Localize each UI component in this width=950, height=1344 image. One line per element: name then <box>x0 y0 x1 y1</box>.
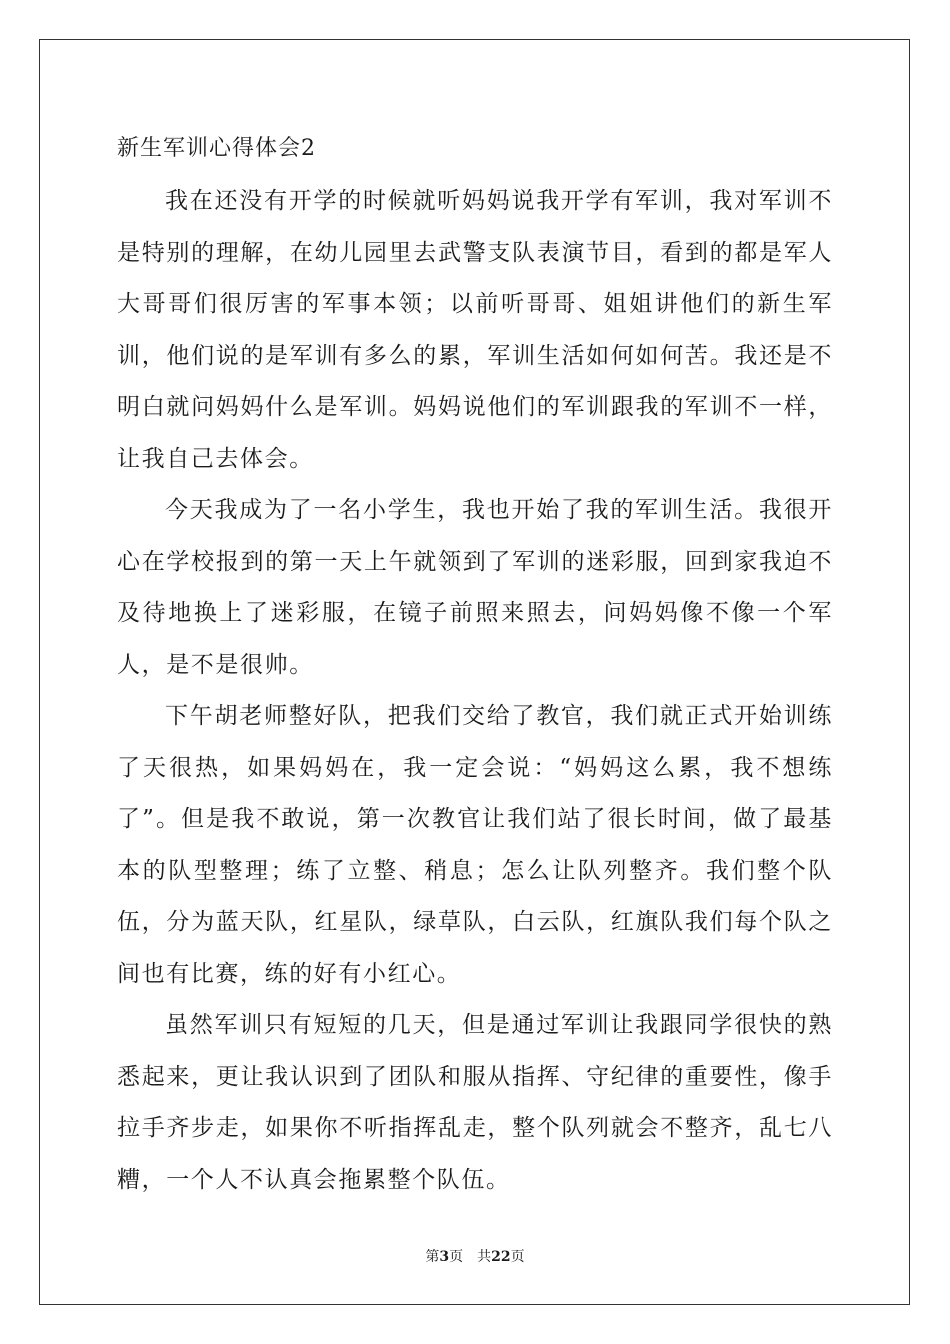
page-prefix: 第 <box>425 1249 440 1265</box>
paragraph-3: 下午胡老师整好队，把我们交给了教官，我们就正式开始训练了天很热，如果妈妈在，我一定会说：“妈妈这么累，我不想练了”。但是我不敢说，第一次教官让我们站了很长时间，做了最基本的队型整理；练了立整、稍息；怎么让队列整齐。我们整个队伍，分为蓝天队，红星队，绿草队，白云队，红旗队我们每个队之间也有比赛，练的好有小红心。 <box>117 703 833 987</box>
paragraph-4: 虽然军训只有短短的几天，但是通过军训让我跟同学很快的熟悉起来，更让我认识到了团队和服从指挥、守纪律的重要性，像手拉手齐步走，如果你不听指挥乱走，整个队列就会不整齐，乱七八糟，一个人不认真会拖累整个队伍。 <box>117 1012 833 1193</box>
page-footer <box>0 1247 950 1267</box>
total-suffix: 页 <box>510 1249 525 1265</box>
page-suffix: 页 <box>449 1249 464 1265</box>
total-prefix: 共 <box>477 1249 492 1265</box>
paragraph-1: 我在还没有开学的时候就听妈妈说我开学有军训，我对军训不是特别的理解，在幼儿园里去武警支队表演节目，看到的都是军人大哥哥们很厉害的军事本领；以前听哥哥、姐姐讲他们的新生军训，他们说的是军训有多么的累，军训生活如何如何苦。我还是不明白就问妈妈什么是军训。妈妈说他们的军训跟我的军训不一样，让我自己去体会。 <box>117 188 833 472</box>
total-page-count: 22 <box>491 1249 511 1265</box>
document-body <box>117 130 833 1206</box>
current-page-number: 3 <box>439 1249 450 1265</box>
document-title: 新生军训心得体会2 <box>117 136 316 161</box>
paragraph-2: 今天我成为了一名小学生，我也开始了我的军训生活。我很开心在学校报到的第一天上午就领到了军训的迷彩服，回到家我迫不及待地换上了迷彩服，在镜子前照来照去，问妈妈像不像一个军人，是不是很帅。 <box>117 497 833 678</box>
